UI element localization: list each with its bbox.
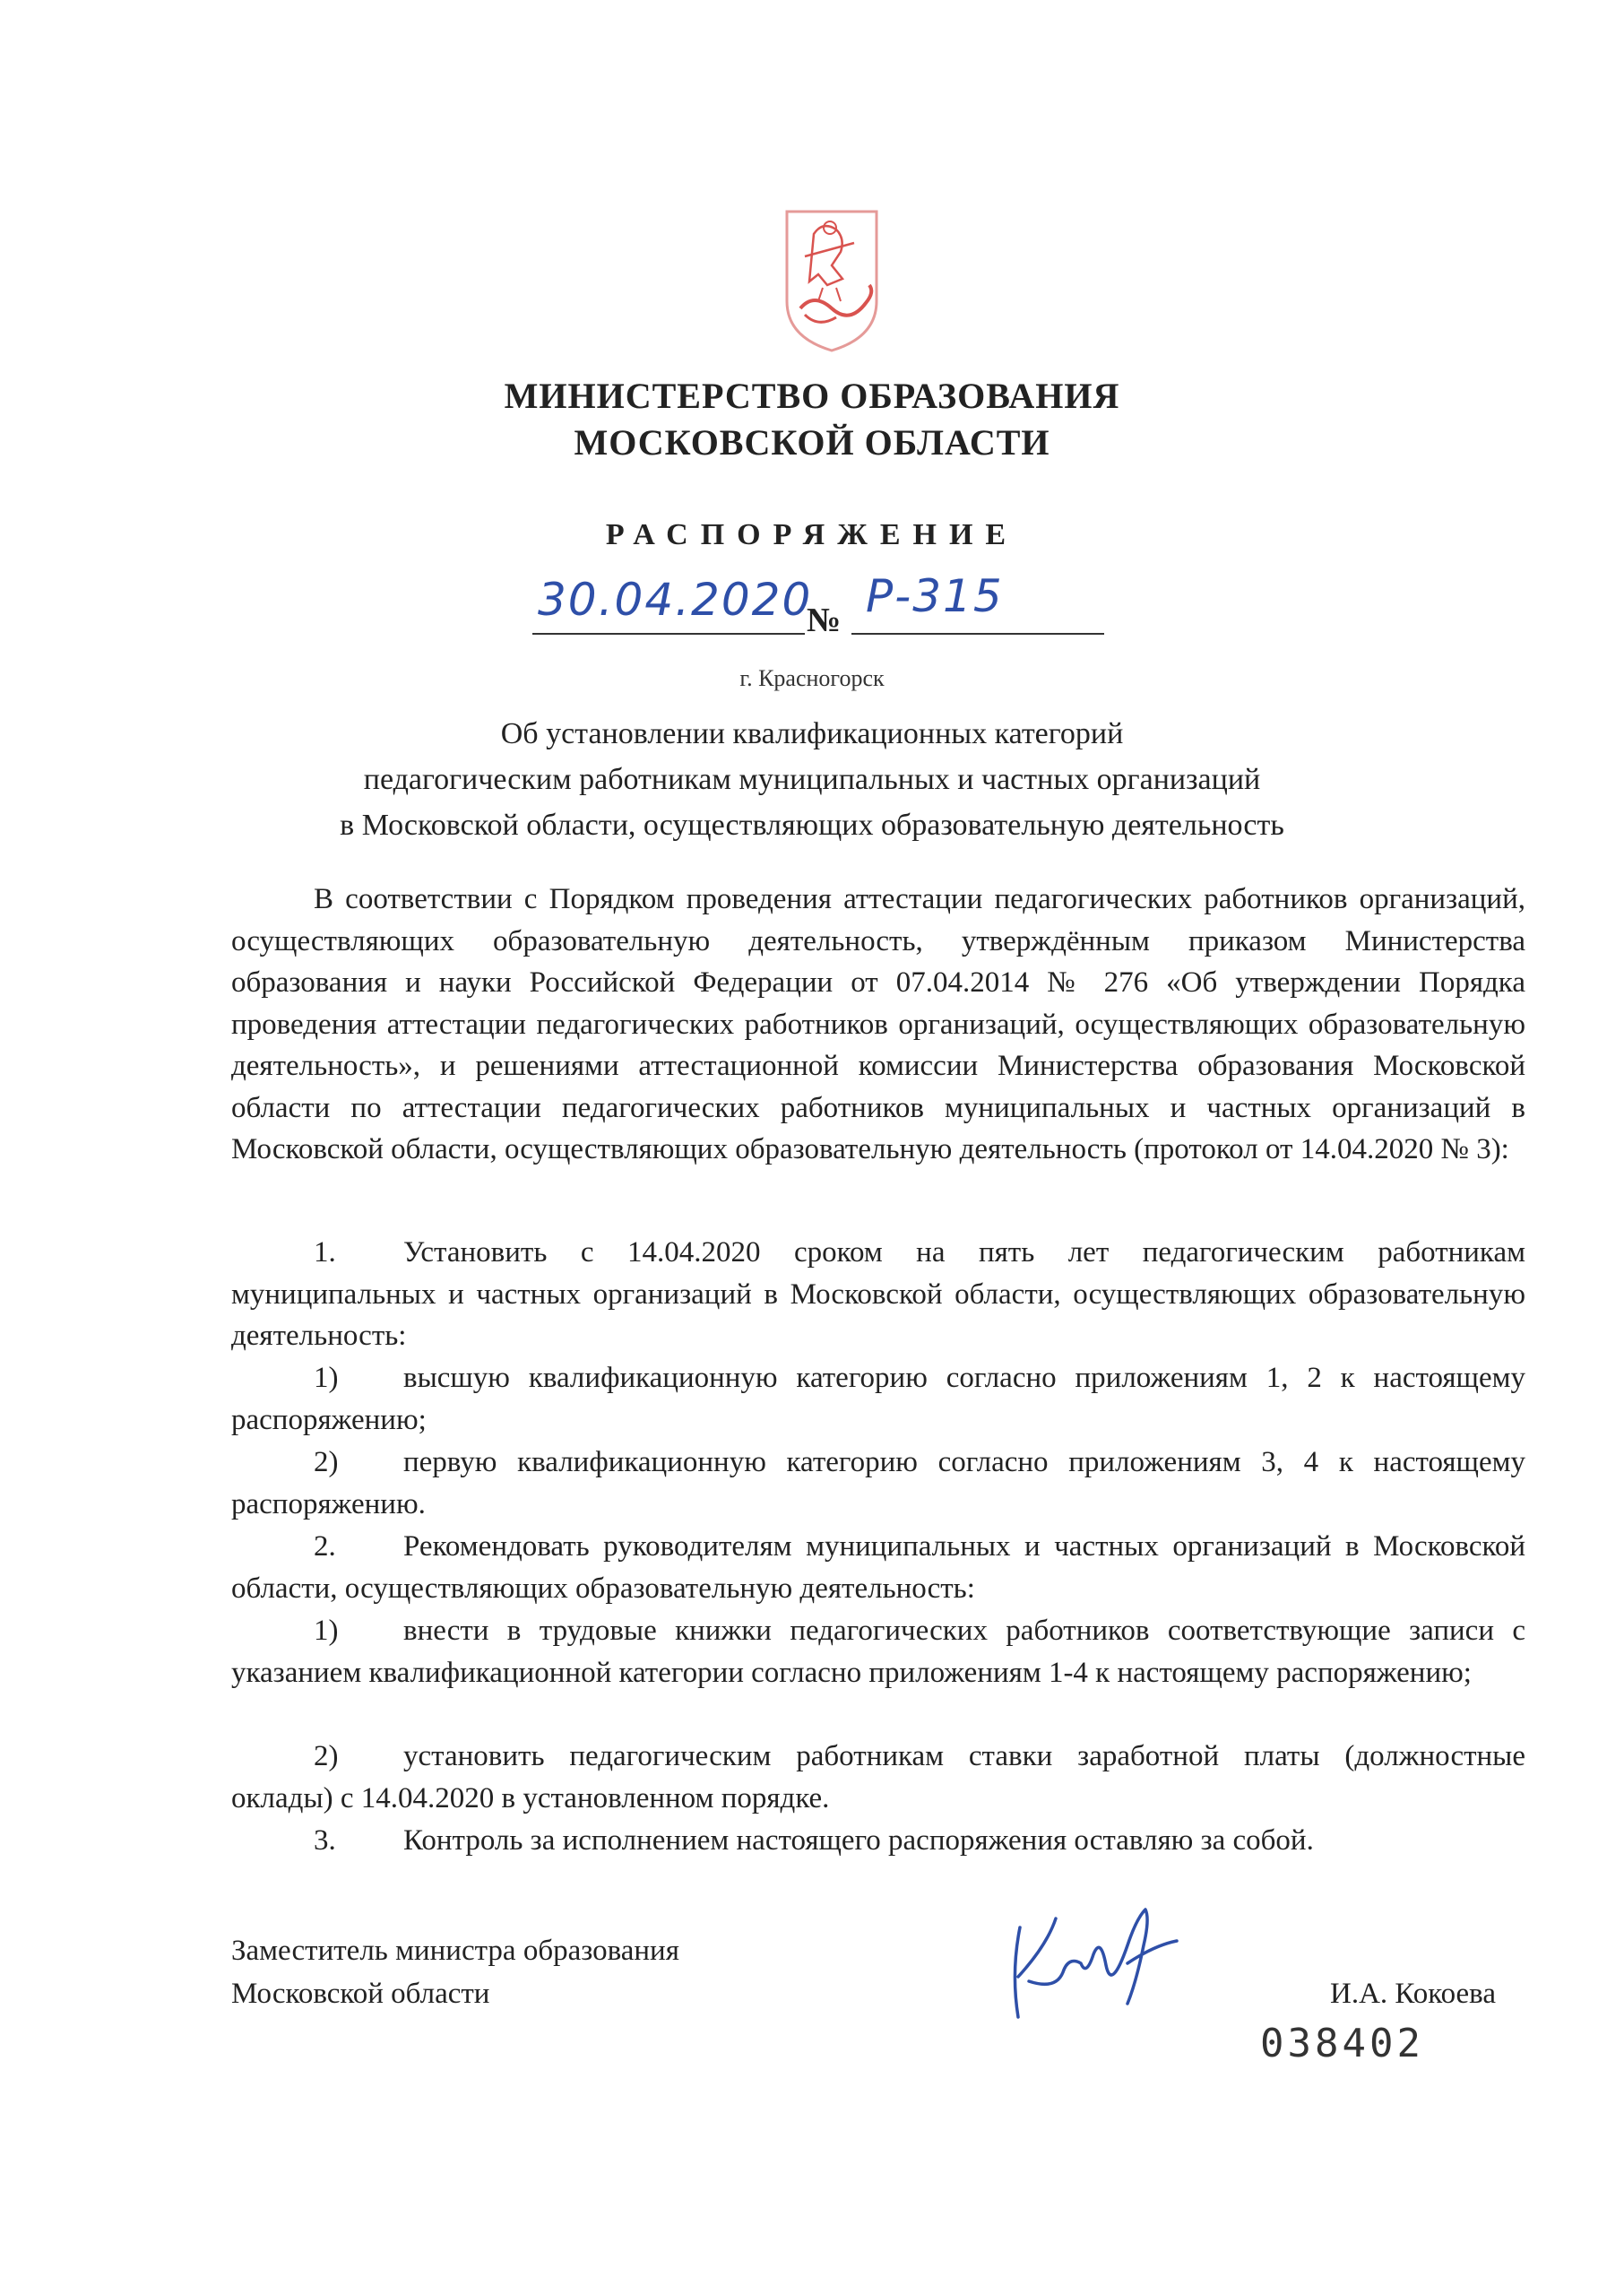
list-item-1-2 [231, 1442, 1525, 1525]
list-item-2 [231, 1526, 1525, 1609]
subject-line2: педагогическим работникам муниципальных и частных организаций [363, 763, 1261, 796]
ministry-name-line1: МИНИСТЕРСТВО ОБРАЗОВАНИЯ [504, 376, 1120, 416]
list-item-text: установить педагогическим работникам ставки заработной платы (должностные оклады) с 14.04.2020 в установленном порядке. [231, 1740, 1525, 1814]
list-item-number: 1. [314, 1236, 336, 1269]
handwritten-signature [993, 1892, 1199, 2026]
number-sign: № [807, 602, 842, 639]
list-item-number: 2) [314, 1446, 339, 1478]
handwritten-date: 30.04.2020 [538, 574, 813, 626]
coat-of-arms-emblem [769, 203, 894, 355]
signer-title-line2: Московской области [231, 1978, 490, 2010]
subject-line1: Об установлении квалификационных категорий [500, 717, 1124, 750]
city-label: г. Красногорск [739, 665, 885, 691]
stamp-number: 038402 [1260, 2021, 1424, 2066]
subject-line3: в Московской области, осуществляющих образовательную деятельность [340, 809, 1284, 842]
list-item-1 [231, 1232, 1525, 1357]
number-underline [851, 633, 1104, 635]
list-item-text: первую квалификационную категорию согласно приложениям 3, 4 к настоящему распоряжению. [231, 1446, 1525, 1520]
list-item-number: 3. [314, 1824, 336, 1857]
list-item-number: 2. [314, 1530, 336, 1563]
list-item-number: 2) [314, 1740, 339, 1772]
ministry-name-line2: МОСКОВСКОЙ ОБЛАСТИ [574, 422, 1050, 463]
list-item-1-1 [231, 1357, 1525, 1441]
list-item-2-1 [231, 1610, 1525, 1693]
list-item-text: Установить с 14.04.2020 сроком на пять лет педагогическим работникам муниципальных и частных организаций в Московской области, осуществляющих образовательную деятельность: [231, 1236, 1525, 1352]
list-item-2-2 [231, 1736, 1525, 1819]
list-item-number: 1) [314, 1615, 339, 1647]
intro-paragraph: В соответствии с Порядком проведения аттестации педагогических работников организаций, осуществляющих образовательную деятельность, утверждённым приказом Министерства образования и науки Российской Федерации от 07.04.2014 № 276 «Об утверждении Порядка проведения аттестации педагогических работников организаций, осуществляющих образовательную деятельность», и решениями аттестационной комиссии Министерства образования Московской области по аттестации педагогических работников муниципальных и частных организаций в Московской области, осуществляющих образовательную деятельность (протокол от 14.04.2020 № 3): [231, 883, 1525, 1165]
list-item-number: 1) [314, 1362, 339, 1394]
list-item-text: высшую квалификационную категорию согласно приложениям 1, 2 к настоящему распоряжению; [231, 1362, 1525, 1436]
signer-name: И.А. Кокоева [1330, 1978, 1496, 2010]
signer-title-line1: Заместитель министра образования [231, 1935, 679, 1967]
document-type-title: РАСПОРЯЖЕНИЕ [605, 518, 1019, 551]
list-item-text: Контроль за исполнением настоящего распоряжения оставляю за собой. [403, 1824, 1314, 1857]
list-item-3 [231, 1820, 1525, 1862]
date-underline [532, 633, 805, 635]
list-item-text: внести в трудовые книжки педагогических работников соответствующие записи с указанием квалификационной категории согласно приложениям 1-4 к настоящему распоряжению; [231, 1615, 1525, 1689]
list-item-text: Рекомендовать руководителям муниципальных и частных организаций в Московской области, осуществляющих образовательную деятельность: [231, 1530, 1525, 1605]
handwritten-number: Р-315 [866, 570, 1004, 622]
